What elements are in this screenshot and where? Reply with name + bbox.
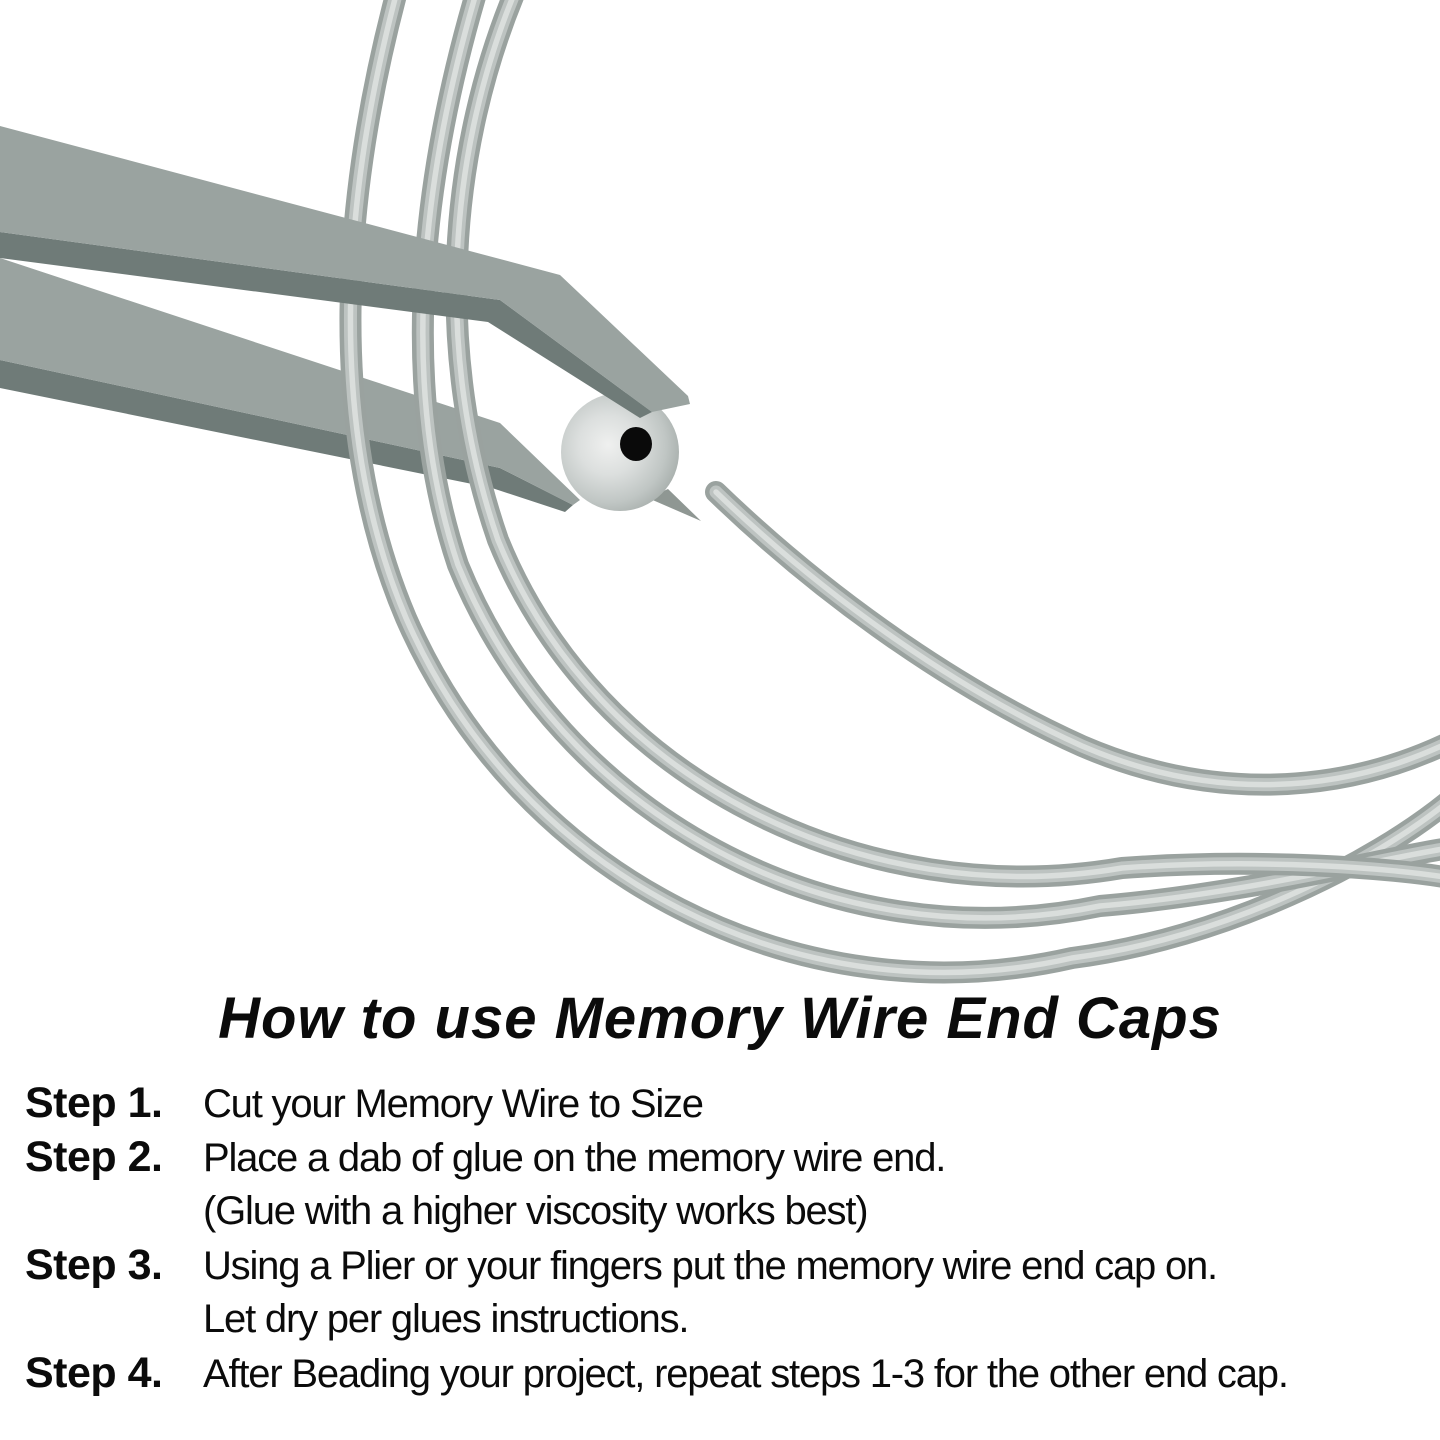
step-row-3 xyxy=(25,1238,1425,1292)
step-label: Step 4. xyxy=(25,1349,163,1397)
page-title: How to use Memory Wire End Caps xyxy=(218,986,1222,1051)
step-row-2 xyxy=(25,1130,1425,1184)
step-text: Cut your Memory Wire to Size xyxy=(203,1082,703,1126)
memory-wire-end xyxy=(716,492,1440,785)
wire-end-shade xyxy=(716,492,1440,785)
step-text: (Glue with a higher viscosity works best) xyxy=(203,1189,868,1233)
step-row-3-continued xyxy=(25,1292,1425,1346)
step-label: Step 1. xyxy=(25,1079,163,1127)
bead-hole xyxy=(620,427,652,461)
step-row-1 xyxy=(25,1076,1425,1130)
end-cap-bead xyxy=(561,393,679,511)
step-label: Step 3. xyxy=(25,1241,163,1289)
step-label: Step 2. xyxy=(25,1133,163,1181)
step-text: Place a dab of glue on the memory wire end. xyxy=(203,1136,946,1180)
step-text: After Beading your project, repeat steps 1-3 for the other end cap. xyxy=(203,1352,1288,1396)
instruction-steps xyxy=(25,1076,1425,1400)
step-text: Let dry per glues instructions. xyxy=(203,1297,689,1341)
step-text: Using a Plier or your fingers put the memory wire end cap on. xyxy=(203,1244,1217,1288)
step-row-4 xyxy=(25,1346,1425,1400)
step-row-2-continued xyxy=(25,1184,1425,1238)
